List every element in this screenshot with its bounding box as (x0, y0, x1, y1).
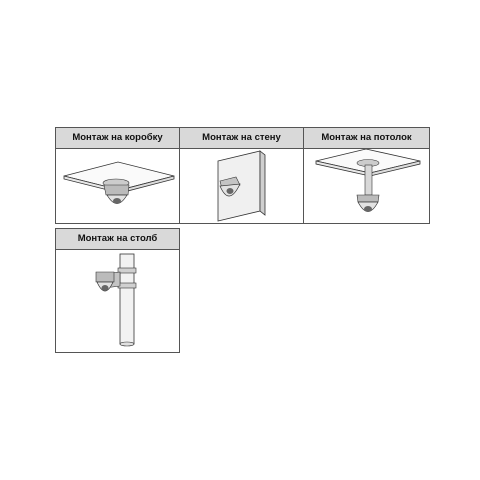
wall-mount-icon (180, 149, 303, 223)
mount-label: Монтаж на столб (56, 229, 179, 250)
junction-box-mount-icon (56, 149, 179, 223)
mount-cell-pole (55, 228, 180, 353)
mount-cell-ceiling (303, 127, 430, 224)
mount-label: Монтаж на коробку (56, 128, 179, 149)
mount-cell-wall (179, 127, 304, 224)
mount-cell-box (55, 127, 180, 224)
ceiling-mount-icon (304, 149, 429, 223)
pole-mount-icon (56, 250, 179, 352)
mount-label: Монтаж на потолок (304, 128, 429, 149)
mount-label: Монтаж на стену (180, 128, 303, 149)
